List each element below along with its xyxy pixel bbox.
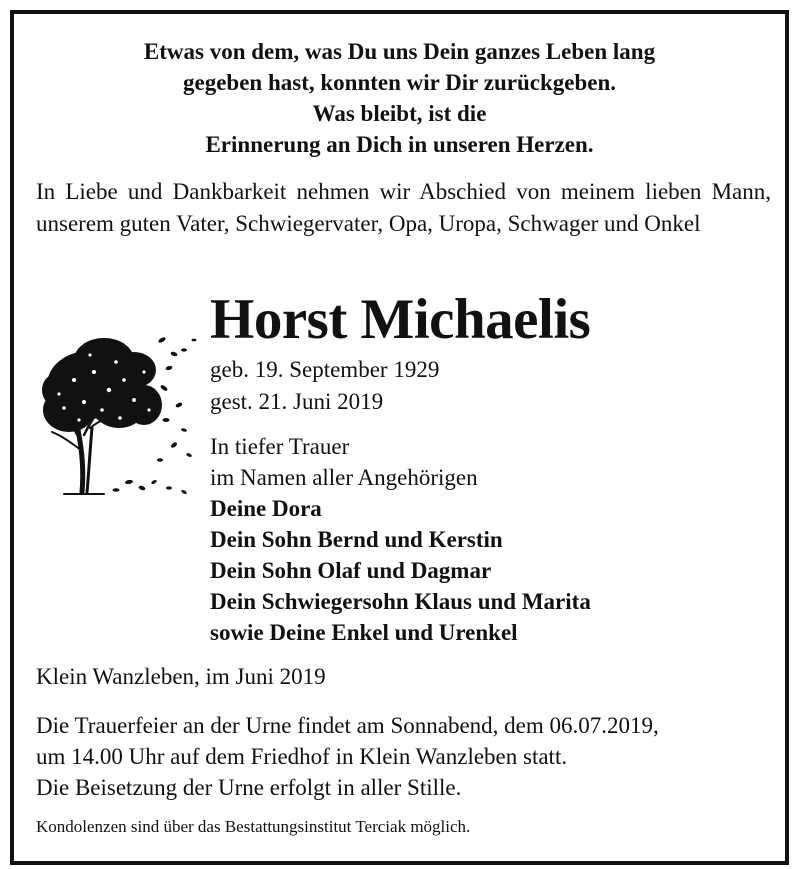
mourners-block xyxy=(210,431,591,648)
mourner-name: Deine Dora xyxy=(210,496,322,521)
mourner-name: sowie Deine Enkel und Urenkel xyxy=(210,620,518,645)
verse-line: gegeben hast, konnten wir Dir zurückgeben. xyxy=(183,70,616,95)
tree-with-falling-leaves-icon xyxy=(34,310,204,510)
condolence-note: Kondolenzen sind über das Bestattungsinstitut Terciak möglich. xyxy=(36,817,471,836)
ceremony-line: Die Trauerfeier an der Urne findet am Sonnabend, dem 06.07.2019, xyxy=(36,713,659,738)
mourning-line: im Namen aller Angehörigen xyxy=(210,465,478,490)
mourning-line: In tiefer Trauer xyxy=(210,434,350,459)
deceased-name: Horst Michaelis xyxy=(210,288,591,351)
verse-line: Erinnerung an Dich in unseren Herzen. xyxy=(205,132,594,157)
verse-line: Etwas von dem, was Du uns Dein ganzes Leben lang xyxy=(143,39,656,64)
farewell-intro: In Liebe und Dankbarkeit nehmen wir Abschied von meinem lieben Mann, unserem guten Vater, Schwiegervater, Opa, Uropa, Schwager und Onkel xyxy=(36,179,771,236)
obituary-notice xyxy=(10,10,789,865)
death-date: gest. 21. Juni 2019 xyxy=(210,389,384,414)
ceremony-line: um 14.00 Uhr auf dem Friedhof in Klein Wanzleben statt. xyxy=(36,744,568,769)
verse-line: Was bleibt, ist die xyxy=(312,101,487,126)
funeral-ceremony-info xyxy=(36,710,776,803)
ceremony-line: Die Beisetzung der Urne erfolgt in aller Stille. xyxy=(36,775,462,800)
memorial-verse xyxy=(14,36,785,160)
mourner-name: Dein Sohn Olaf und Dagmar xyxy=(210,558,492,583)
birth-date: geb. 19. September 1929 xyxy=(210,357,440,382)
place-and-date: Klein Wanzleben, im Juni 2019 xyxy=(36,664,326,689)
mourner-name: Dein Sohn Bernd und Kerstin xyxy=(210,527,503,552)
mourner-name: Dein Schwiegersohn Klaus und Marita xyxy=(210,589,591,614)
life-dates xyxy=(210,354,439,418)
